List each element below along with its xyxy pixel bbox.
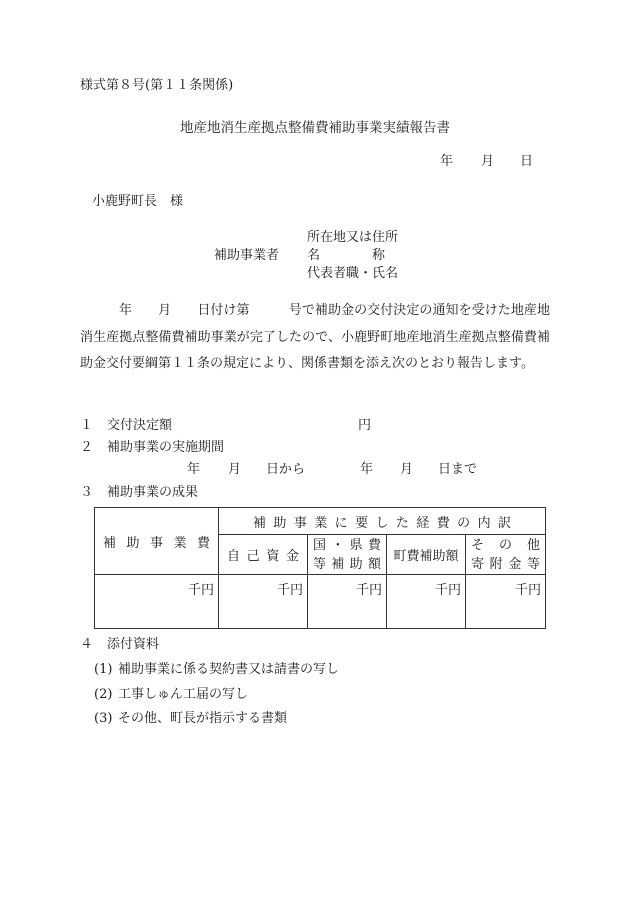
other-line-1: その他 [471,537,541,553]
period-start-day: 日から [266,462,306,477]
town-subsidy-value: 千円 [387,575,466,629]
national-prefectural-value: 千円 [308,575,387,629]
national-prefectural-header [308,535,387,575]
form-number: 様式第８号(第１１条関係) [80,78,234,93]
section-4-label: 添付資料 [107,637,160,652]
name-label-2: 称 [372,248,386,263]
section-3-number: ３ [80,485,94,500]
section-1-label: 交付決定額 [107,418,173,433]
attachment-3-number: (3) [94,711,113,726]
period-start-year: 年 [187,462,201,477]
project-cost-header: 補助事業費 [95,508,219,575]
own-funds-header: 自己資金 [219,535,308,575]
results-table [94,507,546,629]
project-cost-value: 千円 [95,575,219,629]
section-3-label: 補助事業の成果 [107,485,199,500]
date-year-label: 年 [440,154,454,169]
attachment-1-text: 補助事業に係る契約書又は請書の写し [118,662,340,677]
other-header [466,535,546,575]
addressee: 小鹿野町長 様 [92,194,184,209]
address-label: 所在地又は住所 [307,230,399,245]
date-month-label: 月 [481,154,495,169]
period-end-year: 年 [360,462,374,477]
period-end-month: 月 [400,462,414,477]
attachment-2-text: 工事しゅん工届の写し [118,687,249,702]
attachment-2-number: (2) [94,687,113,702]
attachment-1-number: (1) [94,662,113,677]
name-label-1: 名 [307,248,321,263]
section-1-unit: 円 [358,418,372,433]
national-prefectural-line-2: 等補助額 [313,556,381,572]
town-subsidy-header: 町費補助額 [387,535,466,575]
attachment-3-text: その他、町長が指示する書類 [118,711,288,726]
section-2-number: ２ [80,440,94,455]
period-end-day: 日まで [438,462,478,477]
representative-label: 代表者職・氏名 [307,266,399,281]
breakdown-header: 補助事業に要した経費の内訳 [219,508,546,535]
own-funds-value: 千円 [219,575,308,629]
period-start-month: 月 [228,462,242,477]
body-paragraph: 年 月 日付け第 号で補助金の交付決定の通知を受けた地産地消生産拠点整備費補助事業が完了したので、小鹿野町地産地消生産拠点整備費補助金交付要綱第１１条の規定により、関係書類を添え次のとおり報告します。 [80,303,550,371]
national-prefectural-line-1: 国・県費 [313,537,381,553]
other-value: 千円 [466,575,546,629]
section-1-number: １ [80,418,94,433]
section-4-number: ４ [80,637,94,652]
other-line-2: 寄附金等 [471,556,541,572]
document-title: 地産地消生産拠点整備費補助事業実績報告書 [180,120,450,136]
section-2-label: 補助事業の実施期間 [107,440,225,455]
applicant-role: 補助事業者 [214,248,280,263]
date-day-label: 日 [520,154,534,169]
